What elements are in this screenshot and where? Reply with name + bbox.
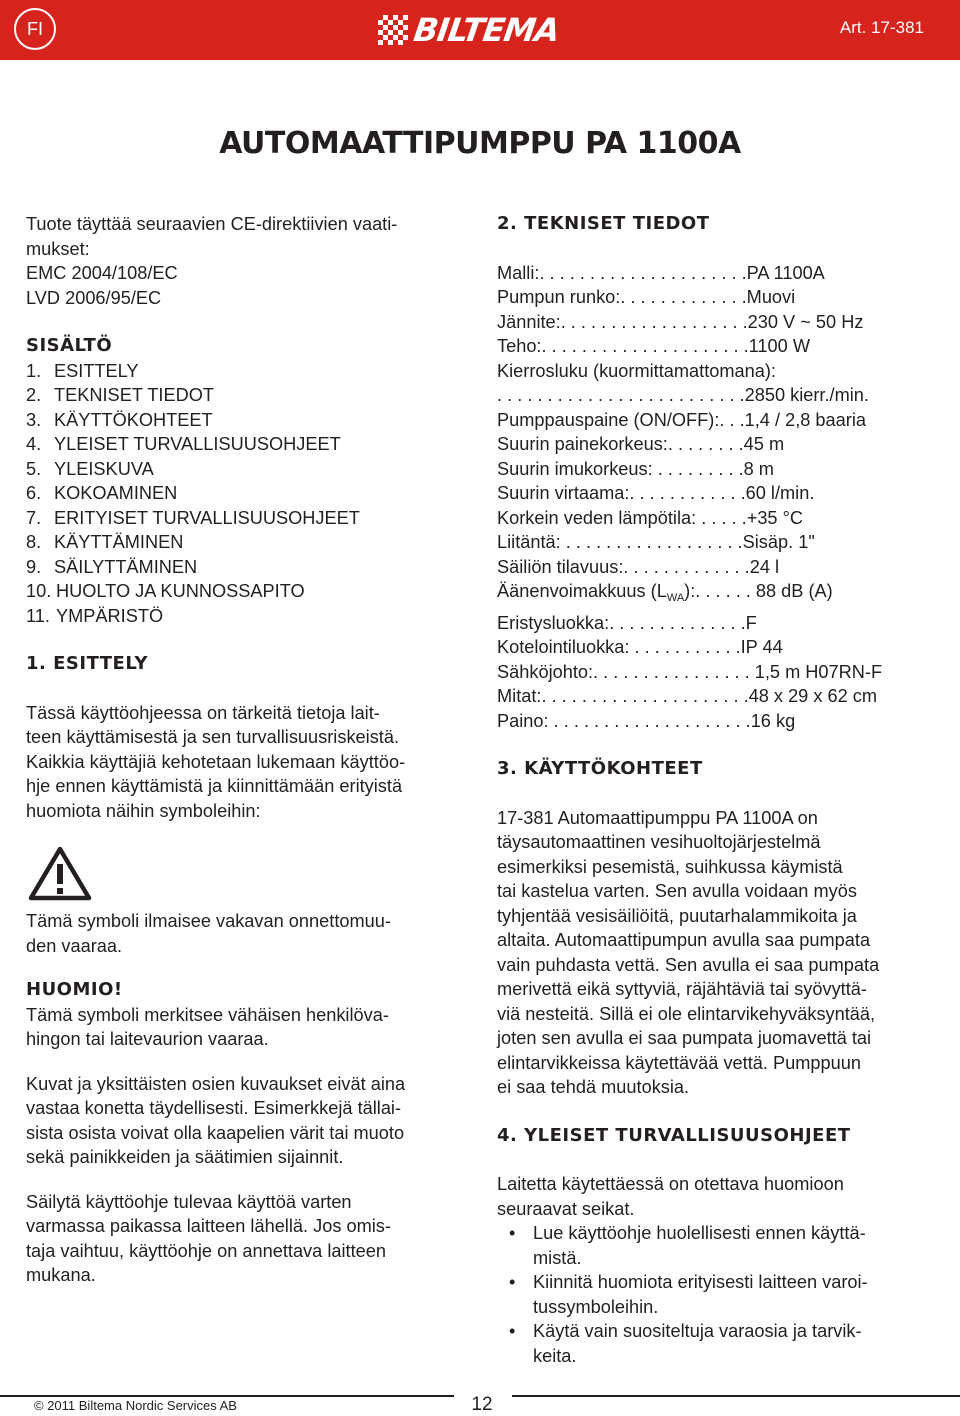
keep-line: Säilytä käyttöohje tulevaa käyttöä varten (26, 1191, 352, 1212)
spec-list (497, 261, 937, 555)
brand-name: BILTEMA (411, 11, 562, 49)
page-title: AUTOMAATTIPUMPPU PA 1100A (219, 126, 741, 161)
usage-line: vain puhdasta vettä. Sen avulla ei saa pumpata (497, 954, 880, 975)
article-number: Art. 17-381 (839, 18, 924, 37)
toc-item: 3. KÄYTTÖKOHTEET (26, 409, 213, 430)
ce-line: LVD 2006/95/EC (26, 287, 162, 308)
disclaimer-line: sista osista voivat olla kaapelien värit tai muoto (26, 1122, 405, 1143)
spec-row: Korkein veden lämpötila: . . . . .+35 °C (497, 507, 804, 528)
usage-line: 17-381 Automaattipumppu PA 1100A on (497, 807, 818, 828)
keep-manual-note (26, 1190, 466, 1288)
intro-line: teen käyttämisestä ja sen turvallisuusriskeistä. (26, 727, 400, 747)
spec-row: Kierrosluku (kuormittamattomana): (497, 360, 776, 381)
ce-line: mukset: (26, 238, 90, 259)
ce-line: Tuote täyttää seuraavien CE-direktiivien vaati- (26, 214, 398, 234)
spec-row: Paino: . . . . . . . . . . . . . . . . . . . .16 kg (497, 710, 796, 731)
usage-line: joten sen avulla ei saa pumpata juomavettä tai (497, 1028, 872, 1048)
copyright: © 2011 Biltema Nordic Services AB (34, 1398, 237, 1413)
usage-line: viä nesteitä. Sillä ei ole elintarvikehyväksyntää, (497, 1003, 876, 1024)
toc-item: 1. ESITTELY (26, 360, 139, 381)
notice-line: Tämä symboli merkitsee vähäisen henkilöva- (26, 1004, 389, 1025)
right-column (497, 212, 937, 1368)
safety-intro-line: seuraavat seikat. (497, 1198, 635, 1219)
checkered-flag-icon (378, 15, 408, 45)
footer-rule-right (512, 1395, 960, 1397)
usage-line: merivettä eikä syttyviä, räjähtäviä tai syövyttä- (497, 979, 867, 999)
keep-line: mukana. (26, 1265, 96, 1285)
spec-row: Pumpun runko:. . . . . . . . . . . . .Muovi (497, 287, 796, 307)
warning-text (26, 909, 466, 958)
section-2-heading: 2. TEKNISET TIEDOT (497, 213, 710, 234)
warning-line: Tämä symboli ilmaisee vakavan onnettomuu- (26, 911, 391, 931)
header-bar (0, 0, 960, 60)
toc-item: 9. SÄILYTTÄMINEN (26, 556, 198, 577)
disclaimer-line: Kuvat ja yksittäisten osien kuvaukset eivät aina (26, 1073, 406, 1094)
usage-line: elintarvikkeissa käytettävää vettä. Pumppuun (497, 1052, 861, 1073)
keep-line: varmassa paikassa laitteen lähellä. Jos omis- (26, 1216, 391, 1236)
section-3-heading: 3. KÄYTTÖKOHTEET (497, 758, 703, 779)
spec-row: Liitäntä: . . . . . . . . . . . . . . . . . .Sisäp. 1" (497, 532, 815, 552)
bullet-item: • Lue käyttöohje huolellisesti ennen käyttä- mistä. (497, 1221, 937, 1270)
spec-row: Malli:. . . . . . . . . . . . . . . . . . . . .PA 1100A (497, 262, 825, 283)
spec-row-noise: Äänenvoimakkuus $(L_{WA})$:. . . . . . 88 dB (A) (497, 581, 833, 604)
spec-row: Suurin painekorkeus:. . . . . . . .45 m (497, 434, 785, 454)
toc-item: 10. HUOLTO JA KUNNOSSAPITO (26, 581, 305, 601)
disclaimer-line: vastaa konetta täydellisesti. Esimerkkejä tällai- (26, 1098, 402, 1118)
usage-line: altaita. Automaattipumpun avulla saa pumpata (497, 930, 871, 950)
intro-line: Kaikkia käyttäjiä kehotetaan lukemaan käyttöo- (26, 751, 406, 772)
spec-row: Sähköjohto:. . . . . . . . . . . . . . . . 1,5 m H07RN-F (497, 661, 883, 682)
intro-line: huomiota näihin symboleihin: (26, 800, 261, 821)
section-1-intro (26, 701, 466, 824)
section-1-heading: 1. ESITTELY (26, 653, 149, 674)
section-4-intro (497, 1172, 937, 1221)
safety-intro-line: Laitetta käytettäessä on otettava huomioon (497, 1174, 844, 1194)
notice-line: hingon tai laitevaurion vaaraa. (26, 1029, 269, 1049)
spec-row: Mitat:. . . . . . . . . . . . . . . . . . . . .48 x 29 x 62 cm (497, 686, 878, 706)
toc-item: 11. YMPÄRISTÖ (26, 605, 164, 626)
table-of-contents (26, 359, 466, 629)
section-3-text (497, 806, 937, 1100)
page-number: 12 (471, 1394, 493, 1415)
usage-line: tai kastelua varten. Sen avulla voidaan myös (497, 881, 857, 901)
warning-triangle-icon (28, 845, 92, 901)
left-column (26, 212, 466, 1288)
toc-heading: SISÄLTÖ (26, 335, 113, 356)
spec-list-tank (497, 555, 937, 611)
images-disclaimer (26, 1072, 466, 1170)
notice-heading: HUOMIO! (26, 979, 123, 1000)
notice-text (26, 1003, 466, 1052)
spec-row: Teho:. . . . . . . . . . . . . . . . . . . . .1100 W (497, 336, 810, 356)
usage-line: täysautomaattinen vesihuoltojärjestelmä (497, 832, 821, 852)
spec-row: Suurin imukorkeus: . . . . . . . . .8 m (497, 458, 774, 479)
spec-list-2 (497, 611, 937, 734)
spec-row: . . . . . . . . . . . . . . . . . . . . . . . . .2850 kierr./min. (497, 385, 869, 405)
spec-row: Säiliön tilavuus:. . . . . . . . . . . . .24 l (497, 556, 780, 577)
spec-row: Jännite:. . . . . . . . . . . . . . . . . . .230 V ~ 50 Hz (497, 311, 864, 332)
ce-directives (26, 212, 466, 310)
disclaimer-line: sekä painikkeiden ja säätimien sijainnit. (26, 1147, 344, 1167)
toc-item: 7. ERITYISET TURVALLISUUSOHJEET (26, 507, 360, 528)
toc-item: 8. KÄYTTÄMINEN (26, 532, 184, 552)
toc-item: 6. KOKOAMINEN (26, 483, 178, 503)
ce-line: EMC 2004/108/EC (26, 263, 178, 283)
spec-row: Suurin virtaama:. . . . . . . . . . . .60 l/min. (497, 483, 815, 503)
footer-rule-left (0, 1395, 454, 1397)
toc-item: 2. TEKNISET TIEDOT (26, 385, 215, 405)
usage-line: tyhjentää vesisäiliöitä, puutarhalammikoita ja (497, 905, 857, 926)
spec-row: Eristysluokka:. . . . . . . . . . . . . .F (497, 612, 757, 633)
bullet-item: • Käytä vain suositeltuja varaosia ja tarvik- keita. (497, 1319, 937, 1368)
intro-line: Tässä käyttöohjeessa on tärkeitä tietoja lait- (26, 702, 380, 723)
bullet-item: • Kiinnitä huomiota erityisesti laitteen varoi- tussymboleihin. (497, 1270, 937, 1319)
keep-line: taja vaihtuu, käyttöohje on annettava laitteen (26, 1240, 386, 1261)
language-badge: FI (14, 8, 56, 50)
spec-row: Kotelointiluokka: . . . . . . . . . . .IP 44 (497, 637, 783, 657)
warning-line: den vaaraa. (26, 935, 123, 956)
safety-bullets (497, 1221, 937, 1368)
intro-line: hje ennen käyttämistä ja kiinnittämään erityistä (26, 776, 403, 796)
toc-item: 4. YLEISET TURVALLISUUSOHJEET (26, 434, 341, 454)
brand-logo (378, 11, 562, 49)
usage-line: esimerkiksi pesemistä, suihkussa käymistä (497, 856, 843, 877)
usage-line: ei saa tehdä muutoksia. (497, 1077, 690, 1097)
toc-item: 5. YLEISKUVA (26, 458, 154, 479)
section-4-heading: 4. YLEISET TURVALLISUUSOHJEET (497, 1124, 851, 1146)
spec-row: Pumppauspaine (ON/OFF):. . .1,4 / 2,8 baaria (497, 409, 866, 430)
